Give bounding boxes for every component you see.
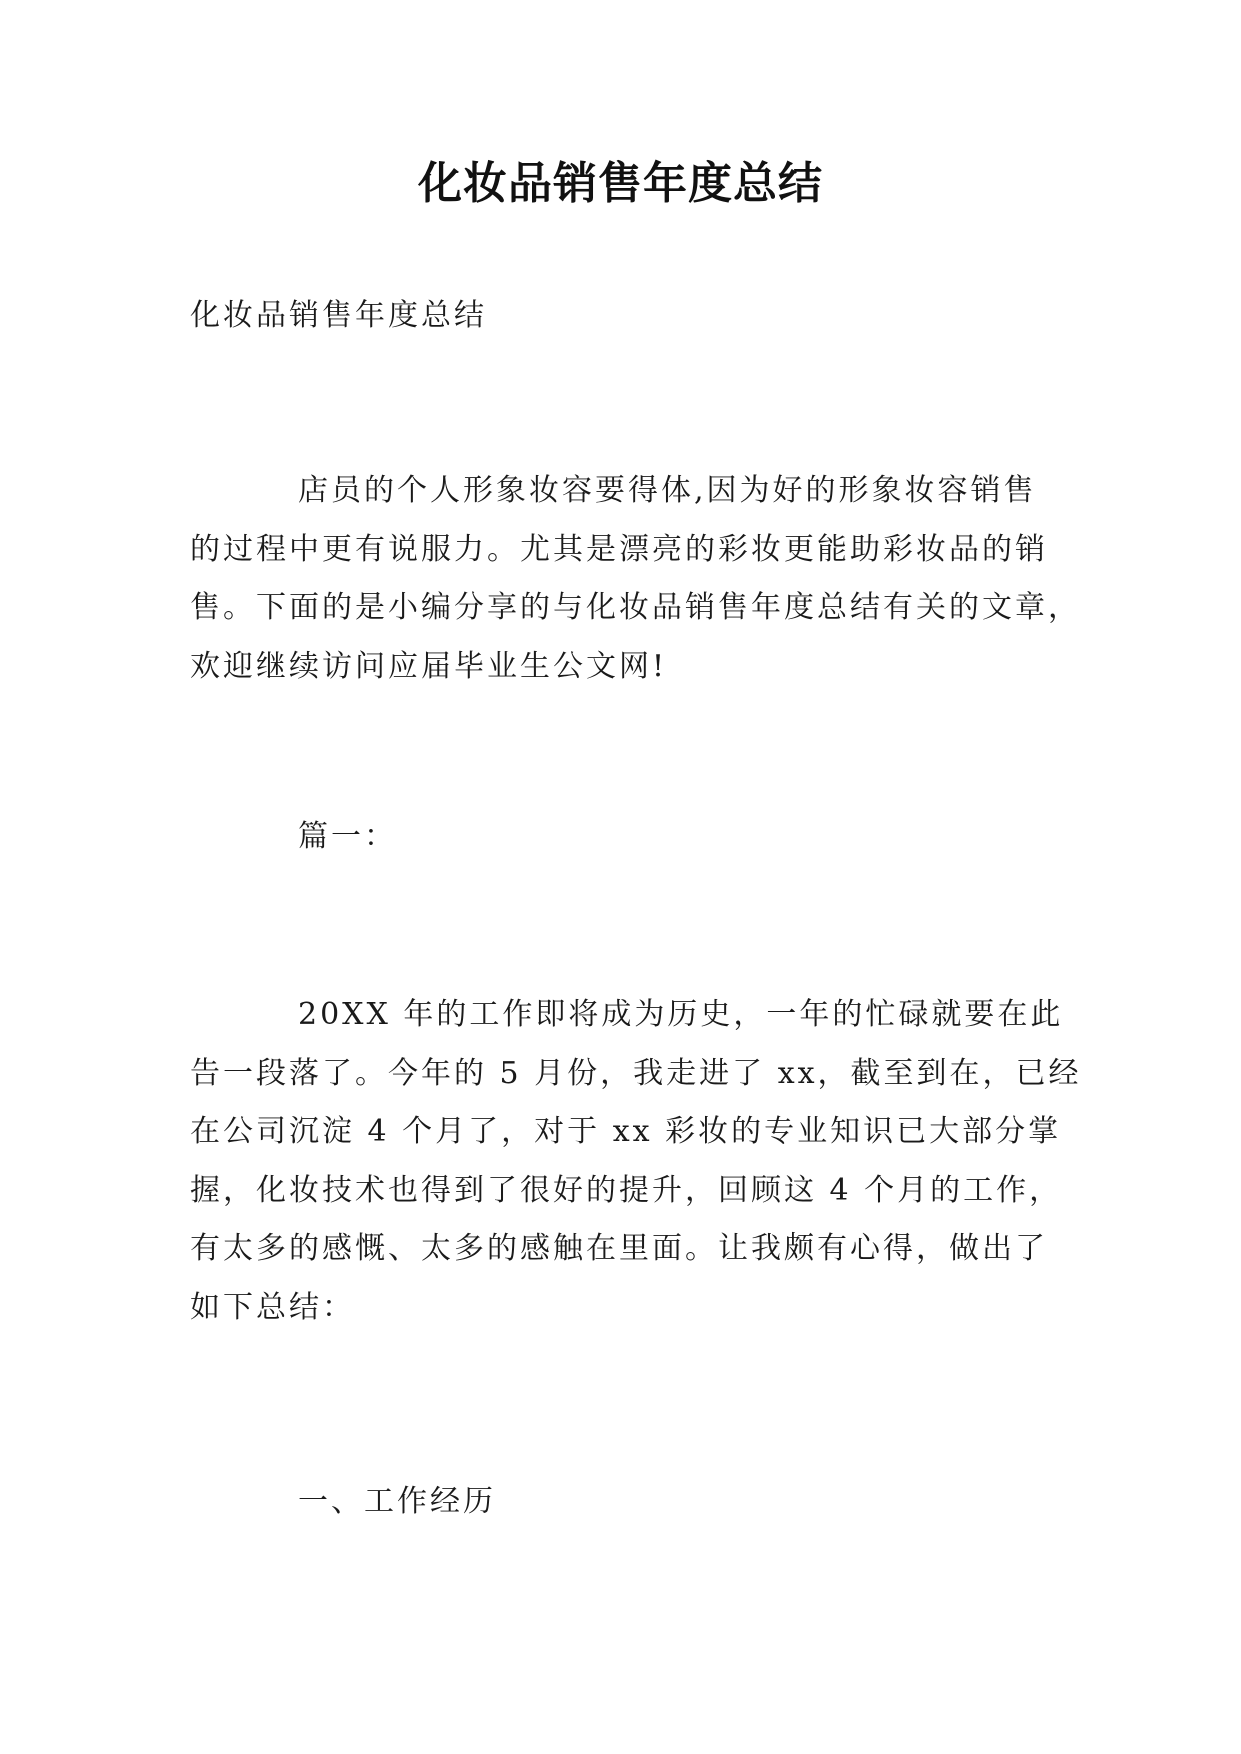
document-title: 化妆品销售年度总结 bbox=[418, 158, 823, 209]
intro-line: 售。下面的是小编分享的与化妆品销售年度总结有关的文章， bbox=[190, 590, 1081, 625]
section-label: 篇一： bbox=[298, 819, 397, 854]
section-label-paragraph bbox=[190, 808, 1056, 867]
intro-line: 店员的个人形象妆容要得体,因为好的形象妆容销售 bbox=[298, 473, 1037, 508]
body-line: 如下总结： bbox=[190, 1289, 355, 1325]
document-subtitle: 化妆品销售年度总结 bbox=[190, 298, 487, 333]
section-heading-paragraph bbox=[190, 1473, 1056, 1532]
body-line: 告一段落了。今年的 5 月份，我走进了 xx，截至到在，已经 bbox=[190, 1055, 1082, 1091]
intro-line: 欢迎继续访问应届毕业生公文网! bbox=[190, 648, 668, 684]
intro-line: 的过程中更有说服力。尤其是漂亮的彩妆更能助彩妆品的销 bbox=[190, 531, 1048, 567]
body-line: 握，化妆技术也得到了很好的提升，回顾这 4 个月的工作， bbox=[190, 1172, 1063, 1208]
body-line: 在公司沉淀 4 个月了，对于 xx 彩妆的专业知识已大部分掌 bbox=[190, 1114, 1062, 1149]
section-heading: 一、工作经历 bbox=[298, 1484, 496, 1519]
body-line: 20XX 年的工作即将成为历史，一年的忙碌就要在此 bbox=[298, 997, 1064, 1032]
intro-paragraph bbox=[190, 462, 1081, 696]
body-line: 有太多的感慨、太多的感触在里面。让我颇有心得，做出了 bbox=[190, 1231, 1048, 1266]
body-paragraph bbox=[190, 986, 1082, 1337]
